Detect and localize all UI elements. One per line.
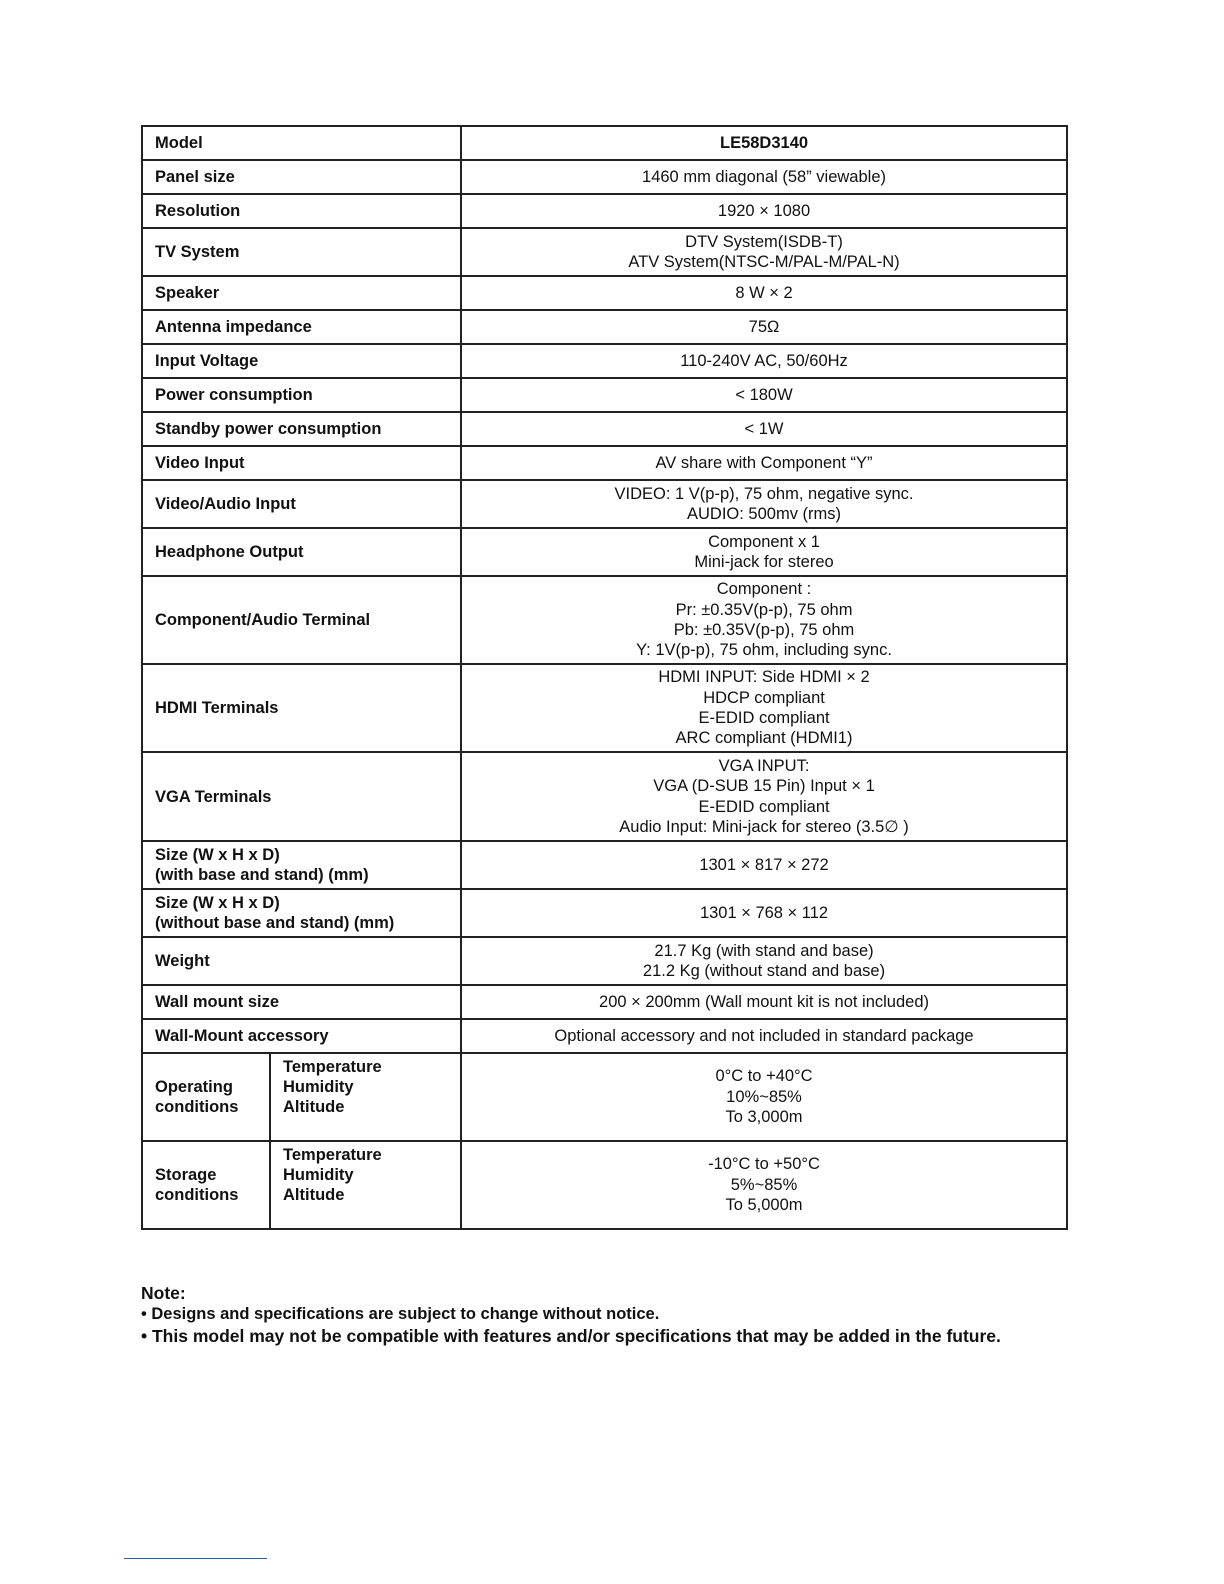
value-line: ATV System(NTSC-M/PAL-M/PAL-N)	[628, 253, 900, 271]
value-line: Audio Input: Mini-jack for stereo (3.5∅ )	[619, 817, 909, 836]
value-line: DTV System(ISDB-T)	[685, 232, 843, 251]
spec-row-vga	[142, 752, 1067, 841]
value-line: ARC compliant (HDMI1)	[675, 729, 853, 748]
spec-label: Standby power consumption	[142, 412, 461, 446]
value-line: To 5,000m	[725, 1196, 803, 1215]
value-line: VGA INPUT:	[718, 756, 810, 775]
spec-row-video-input	[142, 446, 1067, 480]
note-item: • This model may not be compatible with features and/or specifications that may be added in the future.	[141, 1326, 1001, 1346]
spec-value	[461, 480, 1067, 528]
spec-value: < 1W	[461, 412, 1067, 446]
value-line: HDMI INPUT: Side HDMI × 2	[658, 668, 870, 687]
spec-row-size-without-stand	[142, 889, 1067, 937]
spec-row-resolution	[142, 194, 1067, 228]
label-line: conditions	[155, 1186, 239, 1204]
spec-row-component	[142, 576, 1067, 664]
value-line: 0°C to +40°C	[715, 1067, 813, 1086]
spec-label: Headphone Output	[142, 528, 461, 576]
value-line: Y: 1V(p-p), 75 ohm, including sync.	[636, 641, 892, 660]
spec-value: 110-240V AC, 50/60Hz	[461, 344, 1067, 378]
label-line: Storage	[155, 1166, 217, 1184]
spec-label: Video Input	[142, 446, 461, 480]
spec-value: 1460 mm diagonal (58” viewable)	[461, 160, 1067, 194]
spec-label	[142, 1141, 270, 1229]
spec-value	[461, 228, 1067, 276]
spec-label	[142, 1053, 270, 1141]
value-line: E-EDID compliant	[698, 709, 830, 727]
spec-row-operating-conditions	[142, 1053, 1067, 1141]
spec-label: Power consumption	[142, 378, 461, 412]
spec-label: Video/Audio Input	[142, 480, 461, 528]
label-line: (with base and stand) (mm)	[155, 866, 369, 884]
spec-row-size-with-stand	[142, 841, 1067, 889]
note-item: • Designs and specifications are subject to change without notice.	[141, 1305, 660, 1323]
spec-label	[142, 889, 461, 937]
param-line: Temperature	[283, 1146, 382, 1164]
spec-value: 75Ω	[461, 310, 1067, 344]
spec-label: HDMI Terminals	[142, 664, 461, 752]
value-line: AUDIO: 500mv (rms)	[687, 505, 842, 523]
spec-value: < 180W	[461, 378, 1067, 412]
value-line: Component :	[716, 580, 812, 599]
spec-row-power	[142, 378, 1067, 412]
spec-row-headphone	[142, 528, 1067, 576]
value-line: E-EDID compliant	[698, 797, 830, 816]
value-line: 21.7 Kg (with stand and base)	[654, 941, 874, 960]
label-line: Operating	[155, 1078, 233, 1096]
spec-row-panel-size	[142, 160, 1067, 194]
spec-value	[461, 1141, 1067, 1229]
specification-table	[141, 125, 1068, 1230]
spec-value	[461, 752, 1067, 841]
spec-sub-label	[270, 1141, 461, 1229]
spec-label: Wall mount size	[142, 985, 461, 1019]
spec-label: Wall-Mount accessory	[142, 1019, 461, 1053]
spec-row-standby	[142, 412, 1067, 446]
label-line: Size (W x H x D)	[155, 846, 280, 864]
value-line: To 3,000m	[725, 1108, 803, 1127]
spec-label: Resolution	[142, 194, 461, 228]
value-line: 5%~85%	[730, 1175, 798, 1194]
value-line: 21.2 Kg (without stand and base)	[642, 962, 886, 980]
value-line: 10%~85%	[726, 1087, 802, 1106]
spec-label: Model	[142, 126, 461, 160]
spec-label: Component/Audio Terminal	[142, 576, 461, 664]
value-line: Mini-jack for stereo	[694, 553, 834, 571]
spec-value: 1301 × 817 × 272	[461, 841, 1067, 889]
spec-value: 8 W × 2	[461, 276, 1067, 310]
spec-label: Weight	[142, 937, 461, 985]
spec-value	[461, 528, 1067, 576]
spec-value	[461, 937, 1067, 985]
spec-label: Speaker	[142, 276, 461, 310]
spec-value: Optional accessory and not included in standard package	[461, 1019, 1067, 1053]
footer-divider	[124, 1558, 267, 1559]
value-line: HDCP compliant	[703, 688, 825, 707]
spec-label: Antenna impedance	[142, 310, 461, 344]
param-line: Humidity	[283, 1078, 354, 1096]
spec-label: Input Voltage	[142, 344, 461, 378]
value-line: -10°C to +50°C	[708, 1155, 820, 1174]
spec-row-antenna	[142, 310, 1067, 344]
spec-label: VGA Terminals	[142, 752, 461, 841]
note-title: Note:	[141, 1283, 186, 1303]
spec-value	[461, 1053, 1067, 1141]
spec-label	[142, 841, 461, 889]
spec-value: LE58D3140	[461, 126, 1067, 160]
notes-section	[141, 1282, 1001, 1347]
spec-value: 1920 × 1080	[461, 194, 1067, 228]
spec-row-wall-mount-size	[142, 985, 1067, 1019]
label-line: conditions	[155, 1098, 239, 1116]
spec-sub-label	[270, 1053, 461, 1141]
spec-row-speaker	[142, 276, 1067, 310]
spec-row-input-voltage	[142, 344, 1067, 378]
spec-row-weight	[142, 937, 1067, 985]
spec-value	[461, 664, 1067, 752]
spec-row-video-audio	[142, 480, 1067, 528]
value-line: Component x 1	[708, 532, 820, 551]
param-line: Temperature	[283, 1058, 382, 1076]
spec-value	[461, 576, 1067, 664]
spec-row-storage-conditions	[142, 1141, 1067, 1229]
spec-label: Panel size	[142, 160, 461, 194]
param-line: Altitude	[283, 1186, 345, 1204]
value-line: Pb: ±0.35V(p-p), 75 ohm	[673, 621, 855, 639]
label-line: Size (W x H x D)	[155, 894, 280, 912]
param-line: Humidity	[283, 1166, 354, 1184]
spec-value: AV share with Component “Y”	[461, 446, 1067, 480]
spec-row-model	[142, 126, 1067, 160]
spec-row-hdmi	[142, 664, 1067, 752]
spec-row-wall-mount-accessory	[142, 1019, 1067, 1053]
value-line: VGA (D-SUB 15 Pin) Input × 1	[653, 777, 875, 796]
label-line: (without base and stand) (mm)	[155, 914, 395, 932]
spec-value: 200 × 200mm (Wall mount kit is not included)	[461, 985, 1067, 1019]
value-line: Pr: ±0.35V(p-p), 75 ohm	[675, 600, 853, 619]
spec-label: TV System	[142, 228, 461, 276]
param-line: Altitude	[283, 1098, 345, 1116]
spec-value: 1301 × 768 × 112	[461, 889, 1067, 937]
value-line: VIDEO: 1 V(p-p), 75 ohm, negative sync.	[614, 484, 914, 503]
spec-row-tv-system	[142, 228, 1067, 276]
